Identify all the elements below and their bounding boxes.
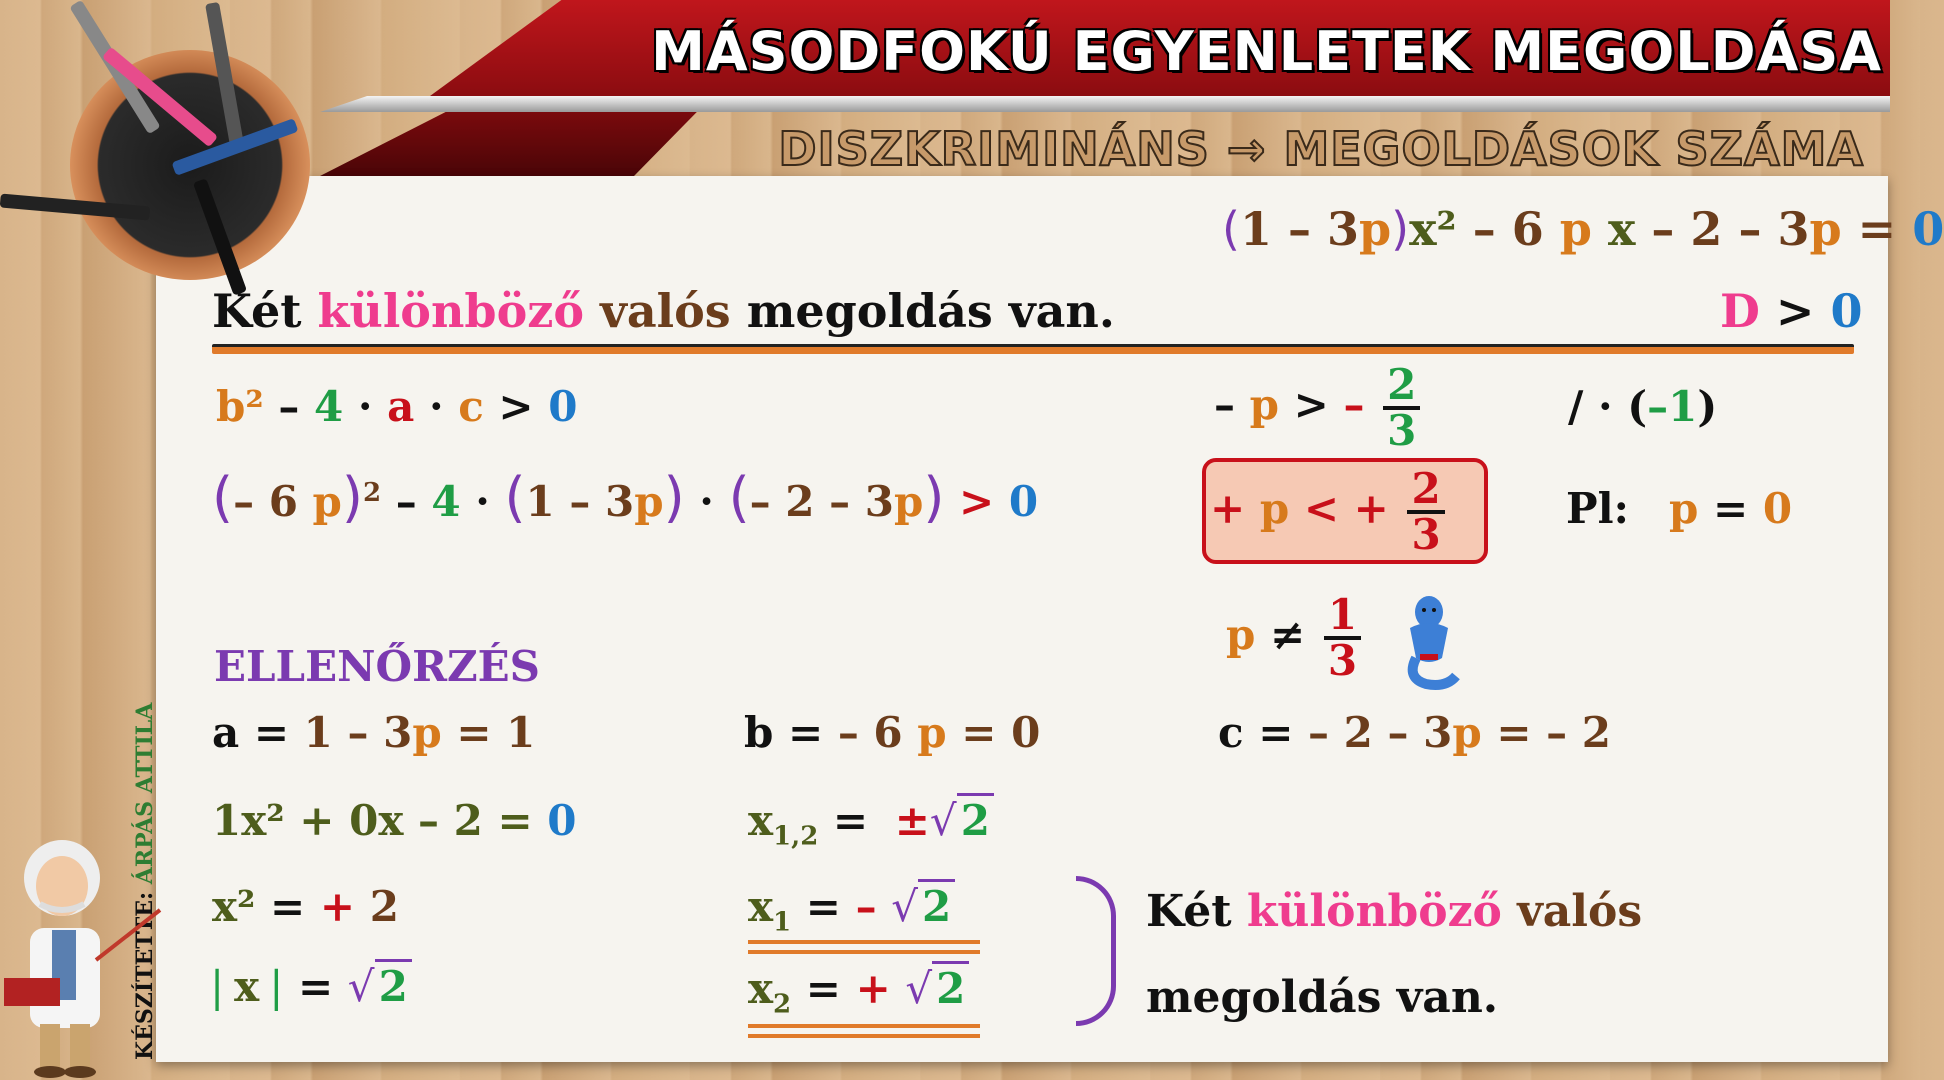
solve-x-squared: x² = + 2 <box>212 882 399 931</box>
brace <box>1076 876 1116 1026</box>
square-root: √2 <box>348 962 412 1011</box>
conclusion-line2: megoldás van. <box>1146 972 1499 1023</box>
substituted-discriminant: (– 6 p)$^2$ – 4 · (1 – 3p) · (– 2 – 3p) > 0 <box>212 466 1039 529</box>
multiply-step: / · (–1) <box>1568 382 1718 431</box>
check-c: c = – 2 – 3p = – 2 <box>1218 708 1611 757</box>
pencil-cup-icon <box>70 50 310 280</box>
underline <box>748 1034 980 1038</box>
fraction: $\frac{1}{3}$ <box>1324 594 1361 682</box>
fraction: $\frac{2}{3}$ <box>1407 468 1444 556</box>
author-credit: KÉSZÍTETTE: ÁRPÁS ATTILA <box>132 702 158 1060</box>
solve-abs-x: | x | = √2 <box>210 962 412 1011</box>
discriminant-condition: D > 0 <box>1720 284 1863 338</box>
solution-pm: $x_{1,2} = \pm√2$ <box>748 796 994 851</box>
p-restriction: p ≠ $\frac{1}{3}$ <box>1226 594 1365 682</box>
banner-stripe <box>320 96 1890 112</box>
main-equation: (1 – 3p)x² – 6 p x – 2 – 3p = 0 <box>1222 202 1944 256</box>
square-root: √2 <box>891 882 955 931</box>
discriminant-formula: b² – 4 · a · c > 0 <box>216 382 578 431</box>
fraction: $\frac{2}{3}$ <box>1383 364 1420 452</box>
pencil-icon <box>102 47 218 148</box>
example: Pl: p = 0 <box>1566 484 1793 533</box>
pen-icon <box>0 193 150 220</box>
page-title: MÁSODFOKÚ EGYENLETEK MEGOLDÁSA <box>651 20 1882 83</box>
condition-statement: Két különböző valós megoldás van. <box>212 284 1115 338</box>
pen-icon <box>205 2 245 152</box>
genie-icon <box>1396 588 1462 692</box>
inequality-step1: – p > – $\frac{2}{3}$ <box>1214 364 1424 452</box>
solve-equation: 1x² + 0x – 2 = 0 <box>212 796 577 845</box>
conclusion-line1: Két különböző valós <box>1146 886 1643 937</box>
underline <box>748 1024 980 1028</box>
divider <box>212 344 1854 354</box>
solution-x2: $x_2$ = + √2 <box>748 964 969 1019</box>
underline <box>748 940 980 944</box>
solution-x1: $x_1$ = – √2 <box>748 882 955 937</box>
check-b: b = – 6 p = 0 <box>744 708 1041 757</box>
check-a: a = 1 – 3p = 1 <box>212 708 536 757</box>
page-subtitle: DISZKRIMINÁNS → MEGOLDÁSOK SZÁMA <box>778 122 1864 176</box>
underline <box>748 950 980 954</box>
square-root: √2 <box>905 964 969 1013</box>
inequality-result: + p < + $\frac{2}{3}$ <box>1210 468 1449 556</box>
check-heading: ELLENŐRZÉS <box>214 642 540 691</box>
professor-character-icon <box>0 820 170 1080</box>
square-root: √2 <box>930 796 994 845</box>
